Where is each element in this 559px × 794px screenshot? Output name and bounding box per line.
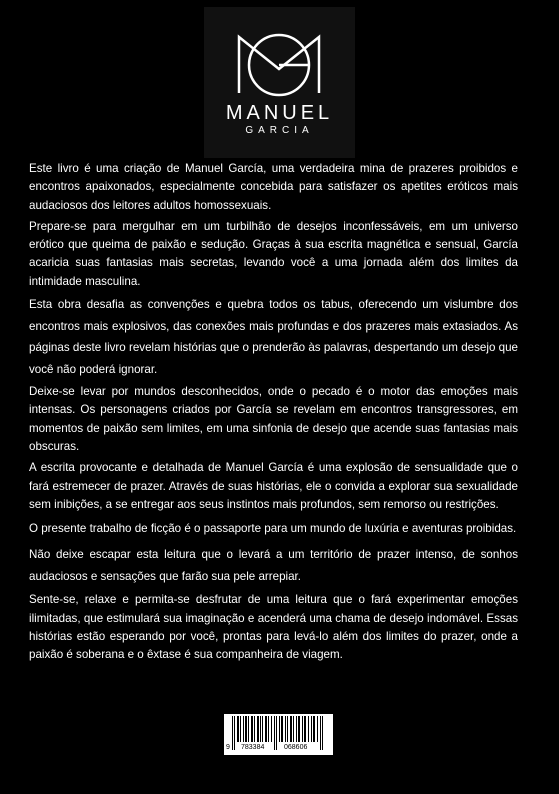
barcode-right-group: 068606 xyxy=(284,744,308,751)
author-logo xyxy=(204,7,355,158)
paragraph: Este livro é uma criação de Manuel García, uma verdadeira mina de prazeres proibidos e encontros apaixonados, especialmente concebida para satisfazer os apetites eróticos mais audaciosos dos leitores adultos homossexuais. xyxy=(29,162,518,212)
paragraph: A escrita provocante e detalhada de Manuel García é uma explosão de sensualidade que o fará estremecer de prazer. Através de suas histórias, ele o convida a explorar sua sexualidade sem inibições, a se entregar aos seus instintos mais profundos, sem remorso ou restrições. xyxy=(29,461,518,511)
barcode-left-group: 783384 xyxy=(241,744,265,751)
logo-surname: GARCIA xyxy=(245,125,314,136)
barcode-first-digit: 9 xyxy=(226,744,230,751)
paragraph: Prepare-se para mergulhar em um turbilhão de desejos inconfessáveis, em um universo erótico que queima de paixão e sedução. Graças à sua escrita magnética e sensual, García acaricia suas fantasias mais secretas, levando você a uma jornada além dos limites da intimidade masculina. xyxy=(29,219,518,288)
paragraph: Deixe-se levar por mundos desconhecidos, onde o pecado é o motor das emoções mais intensas. Os personagens criados por García se revelam em encontros transgressores, em momentos de paixão sem limites, em uma sinfonia de desejo que acende suas fantasias mais obscuras. xyxy=(29,385,518,453)
paragraph: Esta obra desafia as convenções e quebra todos os tabus, oferecendo um vislumbre dos encontros mais explosivos, das conexões mais profundas e dos prazeres mais extasiados. As páginas deste livro revelam histórias que o prenderão às palavras, despertando um desejo que você não poderá ignorar. xyxy=(29,298,518,376)
paragraph: Não deixe escapar esta leitura que o levará a um território de prazer intenso, de sonhos audaciosos e sensações que farão sua pele arrepiar. xyxy=(29,548,518,584)
paragraph: Sente-se, relaxe e permita-se desfrutar de uma leitura que o fará experimentar emoções ilimitadas, que estimulará sua imaginação e acenderá uma chama de desejo indomável. Essas histórias estão esperando por você, prontas para levá-lo além dos limites do prazer, onde a paixão é soberana e o êxtase é sua companheira de viagem. xyxy=(29,593,518,662)
isbn-barcode xyxy=(224,714,333,755)
back-cover-text xyxy=(29,160,518,668)
paragraph: O presente trabalho de ficção é o passaporte para um mundo de luxúria e aventuras proibidas. xyxy=(29,522,517,536)
logo-name: MANUEL xyxy=(225,102,334,124)
